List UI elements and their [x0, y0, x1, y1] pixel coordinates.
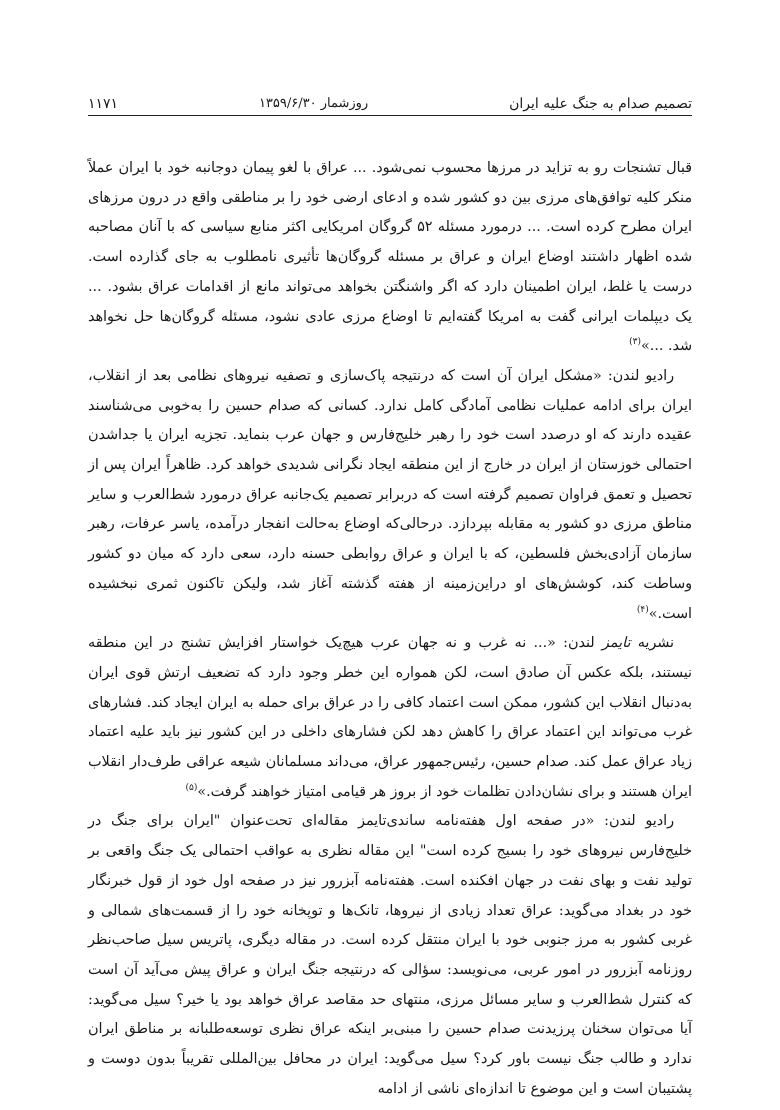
header-rule	[88, 115, 692, 116]
paragraph-2	[88, 362, 692, 629]
footnote-ref-5: (۵)	[185, 783, 198, 793]
paragraph-3-prefix: نشریه	[630, 635, 674, 652]
paragraph-3-text: لندن: «... نه غرب و نه جهان عرب هیچ‌یک خواستار افزایش تشنج در این منطقه نیستند، بلکه عکس آن صادق است، لکن همواره این خطر وجود دارد که تضعیف ارتش قوی ایران به‌دنبال انقلاب این کشور، ممکن است اعتماد کافی را در عراق برای حمله به ایران ایجاد کند. فشارهای غرب می‌تواند این اعتماد عراق را کاهش دهد لکن فشارهای داخلی در این کشور نیز باید علیه اعتماد زیاد عراق عمل کند. صدام حسین، رئیس‌جمهور عراق، می‌داند مسلمانان شیعه عراقی طرف‌دار انقلاب ایران هستند و برای نشان‌دادن تظلمات خود از بروز هر قیامی امتیاز خواهند گرفت.»	[88, 635, 692, 800]
date-label: روزشمار ۱۳۵۹/۶/۳۰	[258, 96, 369, 111]
paragraph-3	[88, 629, 692, 807]
paragraph-3-publication: تایمز	[601, 635, 631, 652]
paragraph-4	[88, 807, 692, 1104]
paragraph-2-text: رادیو لندن: «مشکل ایران آن است که درنتیجه پاک‌سازی و تصفیه نیروهای نظامی بعد از انقلاب، ایران برای ادامه عملیات نظامی آمادگی کامل ندارد. کسانی که صدام حسین را به‌خوبی می‌شناسند عقیده دارند که او درصدد است خود را رهبر خلیج‌فارس و جهان عرب بنماید. تجزیه ایران یا جداشدن احتمالی خوزستان از ایران در خارج از این منطقه ایجاد نگرانی شدیدی خواهد کرد. ظاهراً ایران پس از تحصیل و تعمق فراوان تصمیم گرفته است که دربرابر تصمیم یک‌جانبه عراق درمورد شط‌العرب و سایر مناطق مرزی دو کشور به مقابله بپردازد. درحالی‌که اوضاع به‌حالت انفجار درآمده، یاسر عرفات، رهبر سازمان آزادی‌بخش فلسطین، که با ایران و عراق روابطی حسنه دارد، سعی دارد که میان دو کشور وساطت کند، کوشش‌های او دراین‌زمینه از هفته گذشته آغاز شد، ولیکن تاکنون ثمری نبخشیده است.»	[88, 367, 692, 622]
header-right-group	[509, 96, 692, 112]
footnote-ref-3: (۳)	[629, 337, 642, 348]
body-text	[88, 154, 692, 1105]
page-number: ۱۱۷۱	[88, 96, 119, 112]
footnote-ref-4: (۴)	[636, 604, 649, 615]
book-title: تصمیم صدام به جنگ علیه ایران	[509, 96, 692, 112]
paragraph-1	[88, 154, 692, 362]
running-header	[88, 86, 692, 112]
paragraph-4-text: رادیو لندن: «در صفحه اول هفته‌نامه ساندی‌تایمز مقاله‌ای تحت‌عنوان "ایران برای جنگ در خلیج‌فارس نیروهای خود را بسیج کرده است" این مقاله نظری به عواقب احتمالی یک جنگ واقعی بر تولید نفت و بهای نفت در جهان افکنده است. هفته‌نامه آبزرور نیز در صفحه اول خود از قول خبرنگار خود در بغداد می‌گوید: عراق تعداد زیادی از نیروها، تانک‌ها و توپخانه خود را از قسمت‌های شمالی و غربی کشور به مرز جنوبی خود با ایران منتقل کرده است. در مقاله دیگری، پاتریس سیل صاحب‌نظر روزنامه آبزرور در امور عربی، می‌نویسد: سؤالی که درنتیجه جنگ ایران و عراق پیش می‌آید آن است که کنترل شط‌العرب و سایر مسائل مرزی، منتهای حد مقاصد عراق خواهد بود یا خیر؟ سیل می‌گوید: آیا می‌توان سخنان پرزیدنت صدام حسین را مبنی‌بر اینکه عراق نظری توسعه‌طلبانه بر مناطق ایران ندارد و طالب جنگ نیست باور کرد؟ سیل می‌گوید: ایران در محافل بین‌المللی تقریباً بدون دوست و پشتیبان است و این موضوع تا اندازه‌ای ناشی از ادامه	[88, 813, 692, 1097]
paragraph-1-text: قبال تشنجات رو به تزاید در مرزها محسوب نمی‌شود. ... عراق با لغو پیمان دوجانبه خود با ایران عملاً منکر کلیه توافق‌های مرزی بین دو کشور شده و ادعای ارضی خود را بر مناطقی واقع در درون مرزهای ایران مطرح کرده است. ... درمورد مسئله ۵۲ گروگان امریکایی اکثر منابع سیاسی که با آنان مصاحبه شده اظهار داشتند اوضاع ایران و عراق بر مسئله گروگان‌ها تأثیری نامطلوب به جای گذارده است. درست یا غلط، ایران اطمینان دارد که اگر واشنگتن بخواهد می‌تواند مانع از اقدامات عراق بشود. ... یک دیپلمات ایرانی گفت به امریکا گفته‌ایم تا اوضاع مرزی عادی نشود، مسئله گروگان‌ها حل نخواهد شد. ...»	[88, 160, 693, 355]
document-page	[88, 86, 692, 1105]
